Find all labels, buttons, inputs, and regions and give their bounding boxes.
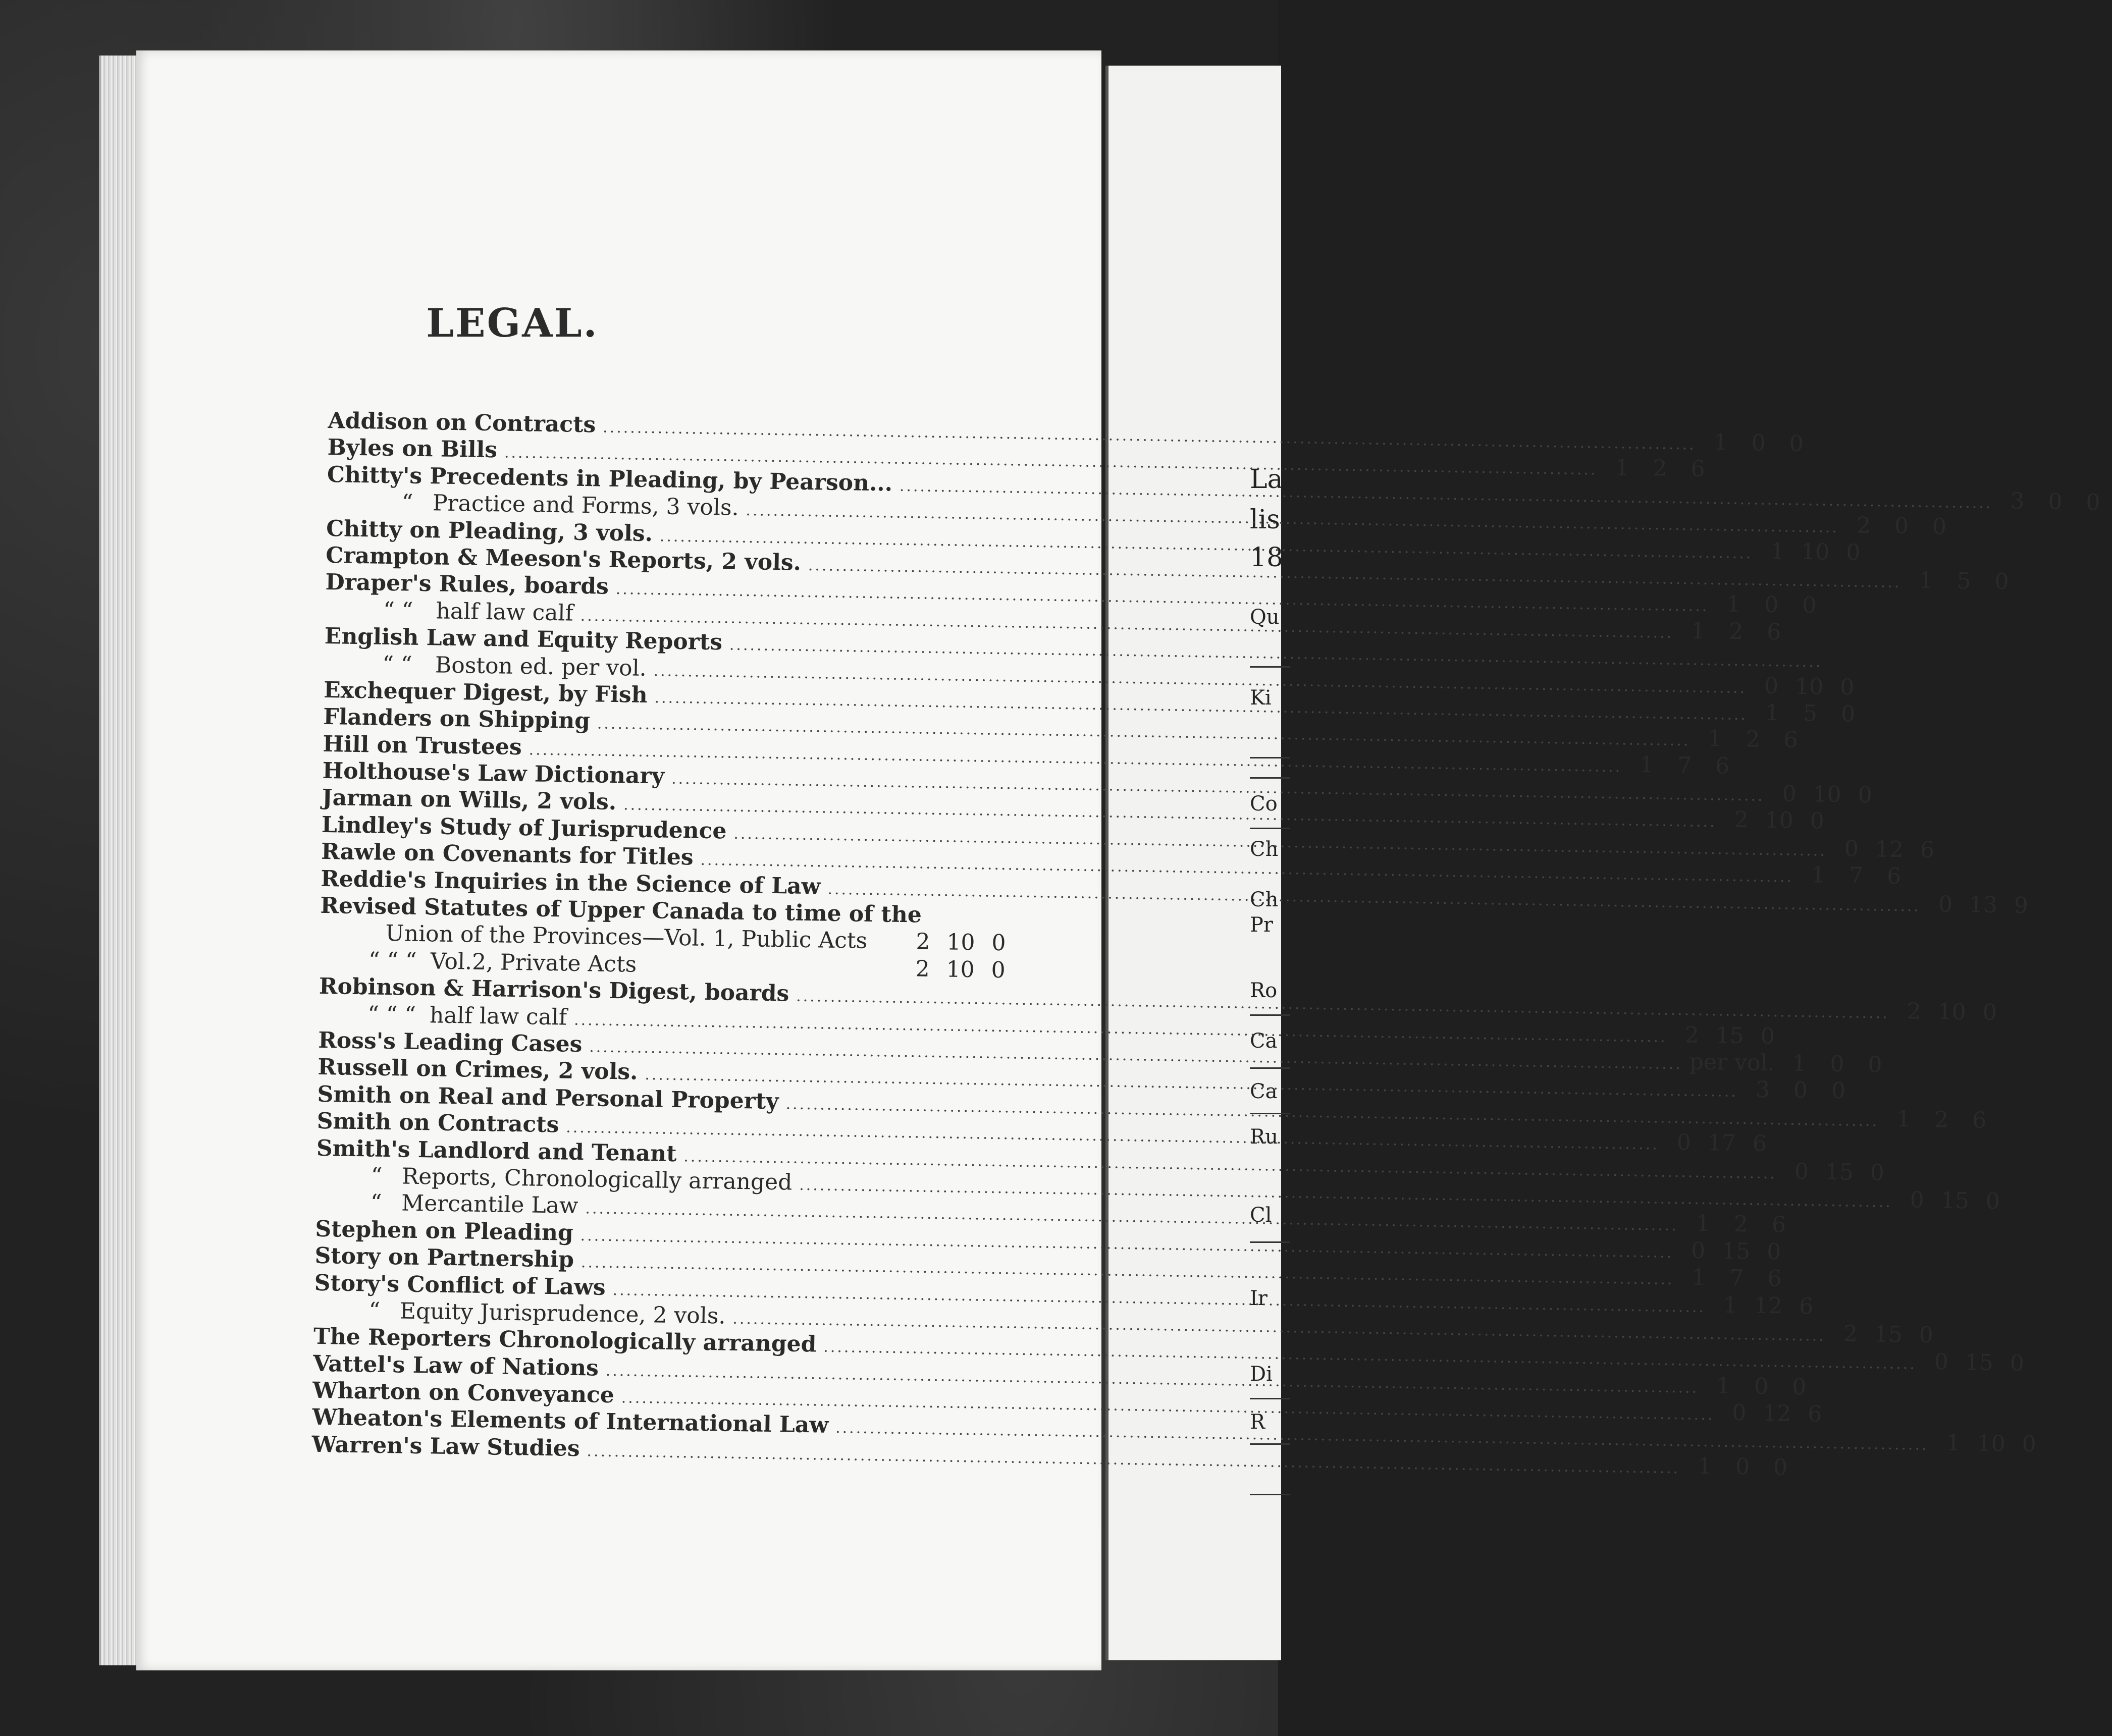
price-pounds: 0 [1794, 1158, 1809, 1184]
price-columns [1697, 726, 1809, 753]
book-entry [316, 1135, 677, 1166]
fragment-text: Ir [1250, 1287, 1268, 1310]
book-entry [324, 650, 647, 681]
price-shillings: 13 [1969, 891, 1998, 918]
price-columns [1666, 1129, 1777, 1157]
book-entry [313, 1350, 599, 1381]
book-title: Stephen on Pleading [315, 1216, 574, 1246]
price-columns [1723, 807, 1835, 834]
price-pence: 0 [1839, 674, 1855, 700]
ditto-mark: “ “ “ [367, 1001, 416, 1028]
price-columns [1760, 538, 1871, 565]
price-pounds: 0 [1764, 673, 1779, 699]
price-shillings: 0 [2048, 489, 2063, 515]
price-pence: 0 [1985, 1188, 2000, 1215]
price-columns [1896, 998, 2008, 1025]
price-shillings: 0 [1894, 513, 1909, 539]
price-columns [1674, 1022, 1785, 1049]
book-title: Flanders on Shipping [323, 704, 591, 734]
price-pounds [1829, 667, 1865, 668]
price-columns [1846, 512, 1958, 539]
price-pounds: 0 [1691, 1237, 1706, 1264]
price-columns [1687, 1453, 1799, 1480]
book-entry [328, 408, 596, 438]
book-entry [311, 1432, 580, 1461]
price-columns [1924, 1349, 2035, 1376]
rule-line [1250, 666, 1290, 668]
rule-line [1250, 1494, 1290, 1495]
book-title: Addison on Contracts [328, 408, 596, 438]
book-title: The Reporters Chronologically arranged [313, 1324, 817, 1358]
price-columns [1754, 673, 1865, 700]
price-pounds: 1 [1692, 1264, 1706, 1291]
price-columns [1899, 1187, 2011, 1214]
price-columns [1721, 1400, 1833, 1427]
price-shillings: 0 [1751, 430, 1766, 456]
price-columns [1716, 591, 1827, 619]
book-entry [326, 516, 653, 547]
price-pence: 6 [1766, 619, 1781, 645]
price-pounds: 0 [1938, 891, 1953, 917]
price-shillings: 7 [1849, 862, 1864, 889]
price-columns [905, 956, 1016, 983]
book-title: Story's Conflict of Laws [314, 1270, 606, 1300]
book-title: Robinson & Harrison's Digest, boards [319, 973, 789, 1007]
fragment-text: Co [1250, 792, 1278, 816]
fragment-text: R [1250, 1410, 1265, 1434]
price-columns [1703, 429, 1814, 457]
price-pounds: 1 [1723, 1292, 1738, 1318]
price-shillings: 7 [1729, 1265, 1744, 1291]
price-shillings: 15 [1715, 1022, 1745, 1049]
price-pence: 0 [2022, 1431, 2037, 1457]
price-shillings: 15 [1721, 1238, 1751, 1265]
price-shillings [974, 923, 1009, 924]
price-pence: 6 [1767, 1266, 1782, 1292]
fragment-text: La [1250, 464, 1283, 495]
price-pence: 0 [1791, 1374, 1807, 1400]
price-pence: 6 [1799, 1293, 1814, 1319]
book-title: Vattel's Law of Nations [312, 1350, 599, 1381]
rule-line [1250, 1067, 1290, 1069]
price-pounds: 3 [2010, 488, 2025, 514]
book-title: Russell on Crimes, 2 vols. [318, 1054, 638, 1086]
ditto-mark: “ [371, 1163, 383, 1189]
price-columns [1801, 862, 1912, 889]
price-pence: 0 [2086, 489, 2100, 515]
price-pounds: 1 [1765, 699, 1780, 726]
price-shillings: 10 [1813, 781, 1842, 808]
fragment-text: Di [1250, 1363, 1273, 1386]
price-shillings: 15 [1825, 1159, 1854, 1185]
price-columns [1833, 1321, 1944, 1348]
book-title: Jarman on Wills, 2 vols. [322, 785, 617, 816]
price-shillings: 5 [1803, 700, 1818, 727]
fragment-text: Pr [1250, 913, 1274, 937]
entry-suffix: per vol. [1689, 1049, 1775, 1076]
fragment-text: Qu [1250, 606, 1280, 629]
price-pounds: 2 [916, 929, 930, 955]
price-pence: 6 [1972, 1107, 1987, 1133]
price-pence: 6 [1752, 1130, 1767, 1157]
price-columns [1755, 699, 1866, 727]
price-pence: 0 [1760, 1023, 1775, 1049]
price-pounds: 2 [1684, 1021, 1700, 1048]
price-pounds: 2 [1856, 512, 1871, 539]
fragment-text: 18 [1250, 542, 1284, 573]
price-shillings: 0 [1793, 1077, 1808, 1104]
price-columns [1681, 1264, 1792, 1291]
price-pence: 0 [991, 930, 1006, 956]
price-pence: 6 [1771, 1212, 1786, 1238]
book-title: Smith on Real and Personal Property [317, 1081, 779, 1114]
price-columns [1680, 1237, 1792, 1265]
book-title: Hill on Trustees [323, 731, 522, 760]
price-shillings: 2 [1934, 1106, 1949, 1133]
book-entry [327, 435, 497, 463]
book-title: Rawle on Covenants for Titles [321, 839, 694, 871]
price-shillings: 2 [1728, 618, 1744, 644]
price-pence: 0 [1870, 1159, 1885, 1186]
book-title: Warren's Law Studies [311, 1431, 580, 1461]
book-title: Reddie's Inquiries in the Science of Law [320, 865, 821, 900]
book-entry [318, 1027, 583, 1057]
book-title: Exchequer Digest, by Fish [323, 677, 648, 708]
book-title: Ross's Leading Cases [318, 1027, 583, 1058]
fragment-text: Ch [1250, 838, 1279, 861]
price-pounds: 1 [1639, 751, 1654, 778]
book-title: Practice and Forms, 3 vols. [432, 490, 739, 521]
book-title: English Law and Equity Reports [324, 623, 723, 656]
price-pence: 0 [1982, 999, 1997, 1026]
price-pounds: 1 [1792, 1050, 1807, 1077]
price-pence: 0 [1802, 592, 1817, 619]
price-pence: 0 [1840, 701, 1856, 727]
fragment-text: Ro [1250, 979, 1278, 1002]
book-title: Chitty's Precedents in Pleading, by Pearson... [327, 461, 893, 497]
book-title: Equity Jurisprudence, 2 vols. [399, 1298, 726, 1329]
ditto-mark: “ [401, 490, 413, 516]
fragment-text: Ch [1250, 888, 1279, 911]
price-pounds: 1 [1716, 1373, 1731, 1399]
book-entry [319, 947, 637, 978]
price-pounds: 1 [1726, 591, 1741, 618]
price-pounds: 2 [1734, 807, 1749, 833]
price-columns [1999, 488, 2111, 515]
price-columns [1781, 1050, 1893, 1077]
price-shillings: 12 [1762, 1400, 1791, 1427]
price-pence: 0 [2010, 1350, 2025, 1377]
book-title: half law calf [429, 1002, 567, 1030]
price-shillings: 10 [1801, 538, 1830, 565]
price-pence: 0 [1773, 1454, 1788, 1481]
price-pence: 0 [991, 957, 1006, 984]
price-pounds: 0 [1676, 1129, 1692, 1156]
book-title: Story on Partnership [314, 1242, 574, 1273]
book-title: Lindley's Study of Jurisprudence [321, 811, 727, 844]
ditto-mark: “ [370, 1189, 382, 1216]
book-title: Wharton on Conveyance [312, 1377, 615, 1408]
price-columns [1908, 567, 2020, 594]
book-title: Reports, Chronologically arranged [401, 1163, 793, 1196]
book-entry [322, 785, 616, 815]
price-shillings: 12 [1875, 836, 1904, 862]
price-pence: 6 [1715, 752, 1730, 779]
rule-line [1250, 777, 1290, 779]
price-shillings: 0 [1830, 1051, 1844, 1077]
price-pounds: 1 [1691, 618, 1706, 644]
price-columns [1886, 1106, 1997, 1133]
page-title: LEGAL. [426, 300, 599, 346]
price-pounds: 2 [915, 956, 930, 982]
fragment-text: Cl [1250, 1204, 1272, 1227]
price-columns [1680, 618, 1792, 645]
book-title: Holthouse's Law Dictionary [322, 757, 665, 789]
price-pence: 6 [1920, 837, 1935, 863]
book-entry [316, 1108, 559, 1138]
book-title: Vol.2, Private Acts [430, 948, 637, 978]
dot-leader [644, 972, 897, 976]
price-shillings: 7 [1677, 752, 1692, 779]
price-shillings: 15 [1874, 1321, 1903, 1348]
price-pounds: 1 [1697, 1453, 1712, 1480]
price-columns [1685, 1211, 1797, 1238]
price-pounds: 1 [1696, 1211, 1711, 1237]
book-entry [315, 1189, 578, 1219]
price-shillings: 10 [1977, 1431, 2006, 1457]
rule-line [1250, 1014, 1290, 1016]
price-pence: 6 [1783, 727, 1798, 753]
price-columns [1928, 891, 2039, 918]
book-entry [325, 569, 609, 600]
price-pounds: 0 [1844, 836, 1859, 862]
price-pence [1905, 668, 1940, 669]
price-columns [1629, 751, 1740, 779]
price-columns [1935, 1430, 2047, 1457]
book-title: Chitty on Pleading, 3 vols. [326, 515, 653, 547]
price-shillings: 10 [1794, 673, 1824, 700]
price-pence: 0 [1868, 1052, 1882, 1078]
price-shillings: 15 [1940, 1187, 1970, 1214]
book-entry [324, 677, 648, 708]
price-pounds: 1 [1770, 538, 1785, 564]
price-shillings: 2 [1746, 726, 1760, 752]
price-columns [1784, 1158, 1895, 1185]
book-entry [325, 596, 573, 626]
price-shillings: 17 [1707, 1130, 1736, 1157]
price-columns [1834, 836, 1945, 863]
price-shillings: 10 [1937, 999, 1967, 1025]
fragment-text: Ki [1250, 686, 1272, 710]
price-shillings: 10 [946, 929, 975, 956]
fragment-text: lis [1250, 505, 1280, 535]
price-columns [1829, 667, 1940, 669]
price-shillings: 12 [1754, 1292, 1783, 1319]
price-pounds: 1 [1919, 567, 1933, 593]
book-entry [321, 839, 694, 871]
price-pounds: 1 [1811, 862, 1826, 888]
book-entry [314, 1270, 606, 1300]
price-columns [905, 929, 1017, 956]
book-title: Mercantile Law [401, 1190, 578, 1219]
price-pence: 0 [1766, 1238, 1781, 1265]
fragment-text: Ru [1250, 1125, 1278, 1149]
book-entry [322, 758, 664, 789]
book-title: Wheaton's Elements of International Law [312, 1404, 829, 1439]
ditto-mark: “ “ “ [368, 947, 417, 974]
book-entry [318, 1054, 638, 1085]
price-shillings: 10 [946, 956, 975, 983]
price-pounds: 0 [1934, 1349, 1949, 1375]
book-title: Byles on Bills [327, 435, 498, 463]
rule-line [1250, 828, 1290, 829]
fragment-text: Ca [1250, 1080, 1278, 1103]
price-shillings: 15 [1965, 1349, 1994, 1376]
price-pounds: 0 [1731, 1399, 1747, 1426]
book-entry [323, 704, 590, 734]
price-pounds: 2 [1907, 998, 1922, 1024]
price-pence: 0 [1919, 1322, 1934, 1348]
price-pounds: 1 [1615, 455, 1629, 481]
price-shillings: 0 [1754, 1373, 1769, 1399]
ditto-mark: “ [368, 1297, 381, 1324]
price-shillings: 2 [1653, 455, 1667, 482]
price-pounds: 0 [1782, 781, 1797, 807]
book-entry [312, 1378, 614, 1408]
price-columns [1745, 1077, 1857, 1104]
price-shillings: 0 [1735, 1453, 1750, 1480]
price-pence: 6 [1886, 863, 1902, 890]
book-title: Smith's Landlord and Tenant [316, 1135, 677, 1167]
book-title: Crampton & Meeson's Reports, 2 vols. [326, 542, 802, 576]
price-pounds: 3 [1755, 1076, 1770, 1103]
book-entry [314, 1243, 574, 1273]
price-columns [1713, 1292, 1824, 1319]
price-pounds: 1 [1713, 429, 1728, 456]
ditto-mark: “ “ [383, 597, 413, 624]
book-title: Draper's Rules, boards [325, 569, 609, 600]
price-shillings: 2 [1733, 1211, 1749, 1237]
price-pounds: 1 [1896, 1106, 1911, 1132]
book-entry [319, 1000, 567, 1030]
price-shillings: 5 [1957, 568, 1971, 594]
price-pence: 6 [1807, 1401, 1822, 1427]
ditto-mark: “ “ [382, 651, 412, 678]
book-title: Union of the Provinces—Vol. 1, Public Acts [385, 920, 868, 954]
price-pence: 0 [1932, 514, 1947, 540]
book-entry [323, 731, 522, 760]
price-pounds: 0 [1910, 1187, 1925, 1213]
price-shillings: 10 [1765, 807, 1794, 834]
price-pounds: 1 [1708, 726, 1722, 752]
price-columns [1604, 455, 1716, 482]
price-columns [1706, 1373, 1817, 1400]
fragment-text: Ca [1250, 1029, 1278, 1053]
price-pence: 0 [1858, 782, 1873, 808]
book-entry [315, 1216, 573, 1246]
book-title: Revised Statutes of Upper Canada to time of the [320, 892, 922, 928]
price-pence: 0 [1789, 430, 1804, 457]
price-pounds: 2 [1843, 1321, 1858, 1347]
book-title: half law calf [436, 598, 574, 626]
price-pence: 0 [1994, 568, 2009, 595]
price-pounds: 1 [1946, 1430, 1961, 1456]
price-columns [1771, 781, 1883, 808]
price-pence: 9 [2014, 892, 2029, 918]
price-pence: 6 [1691, 456, 1705, 482]
price-pence: 0 [1810, 808, 1825, 835]
price-shillings: 0 [1764, 592, 1779, 618]
book-title: Boston ed. per vol. [435, 652, 647, 681]
price-pence: 0 [1831, 1078, 1846, 1104]
price-pence: 0 [1846, 539, 1861, 566]
book-title: Smith on Contracts [316, 1108, 559, 1138]
